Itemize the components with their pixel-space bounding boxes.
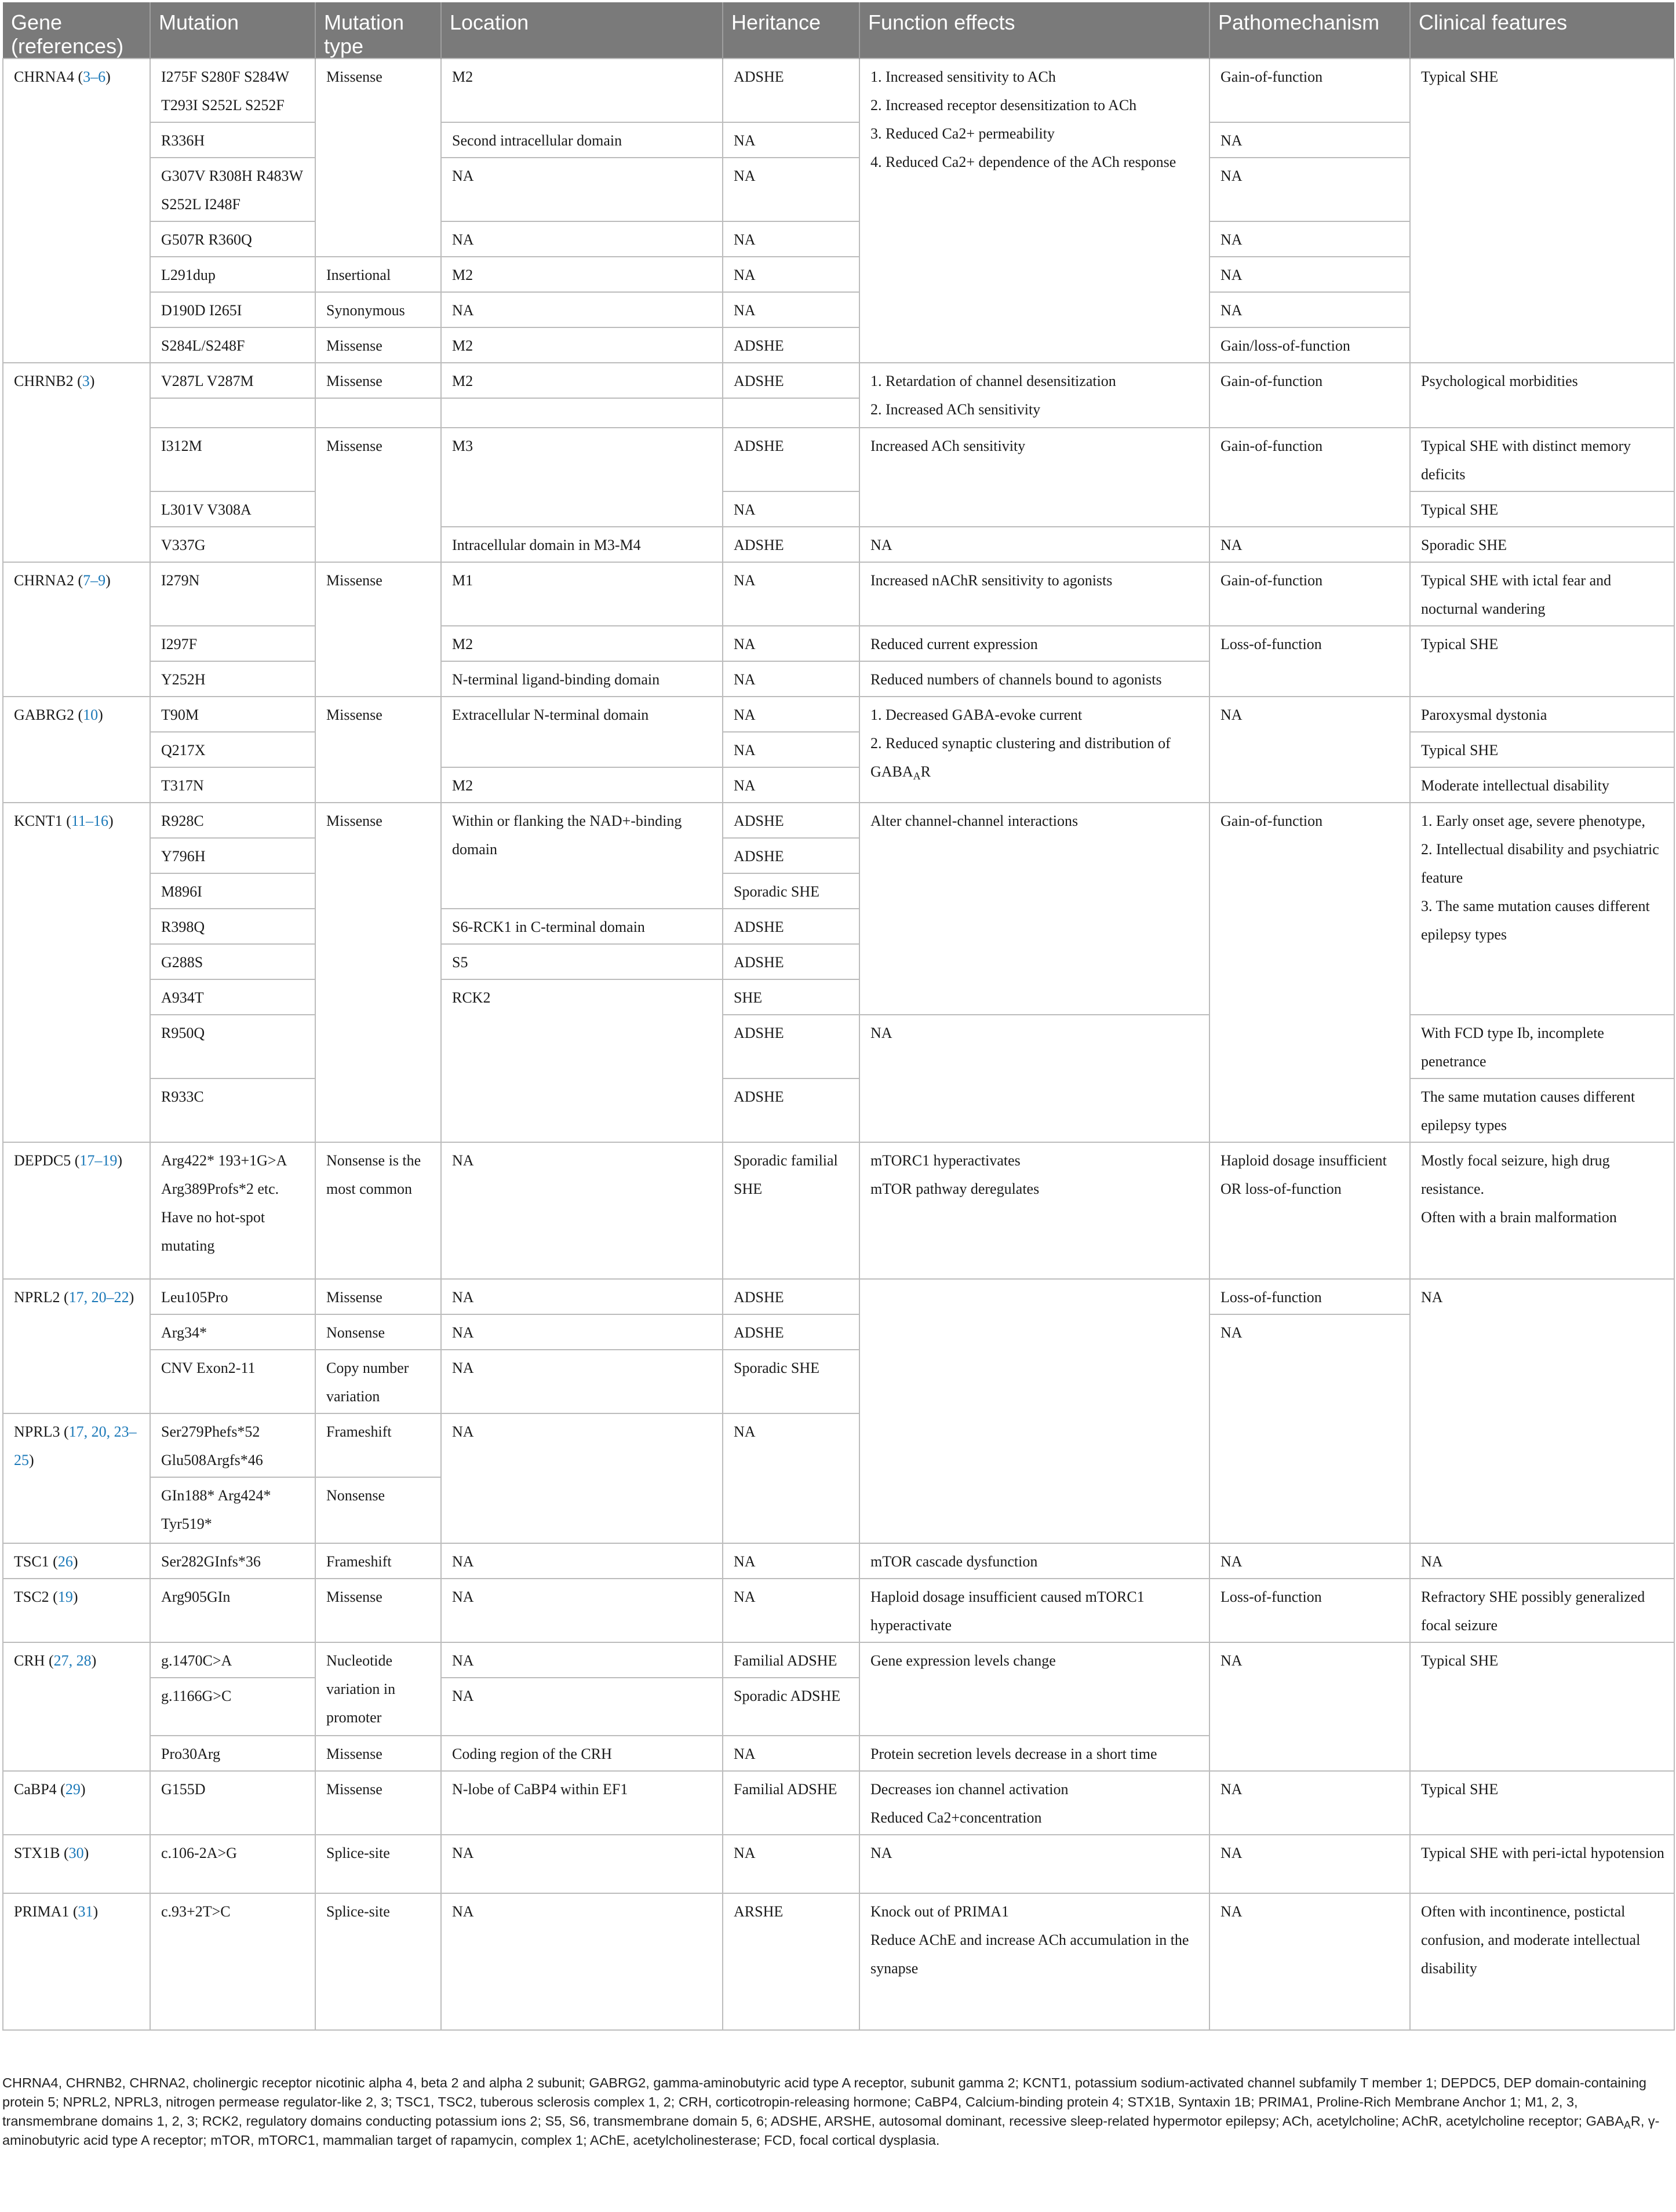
table-cell: c.106-2A>G [150,1835,315,1893]
table-cell: D190D I265I [150,292,315,327]
table-cell [315,398,441,428]
table-cell: GABRG2 (10) [3,697,150,803]
table-cell: M2 [441,327,723,363]
table-cell: CaBP4 (29) [3,1771,150,1835]
table-cell: Missense [315,327,441,363]
table-cell: T90M [150,697,315,732]
table-cell: Sporadic SHE [723,1350,859,1413]
table-row [3,1142,1674,1279]
gene-mutation-table [2,2,1675,2031]
table-cell: ADSHE [723,327,859,363]
table-cell: Increased nAChR sensitivity to agonists [859,562,1209,626]
table-cell: mTOR cascade dysfunction [859,1543,1209,1579]
table-cell: Y796H [150,838,315,873]
table-cell: Coding region of the CRH [441,1736,723,1771]
table-cell: Missense [315,1279,441,1314]
table-cell: Gene expression levels change [859,1642,1209,1736]
table-cell: Refractory SHE possibly generalized focal seizure [1410,1579,1674,1642]
table-cell: Arg905GIn [150,1579,315,1642]
table-cell: Sporadic SHE [1410,527,1674,562]
table-cell: Copy number variation [315,1350,441,1413]
table-cell [723,398,859,428]
table-cell: ADSHE [723,1314,859,1350]
table-cell: DEPDC5 (17–19) [3,1142,150,1279]
table-cell: M2 [441,59,723,122]
table-cell: NA [1209,158,1410,221]
table-cell: Arg34* [150,1314,315,1350]
table-row [3,697,1674,732]
table-cell: V337G [150,527,315,562]
table-cell: T317N [150,767,315,803]
table-row [3,767,1674,803]
table-cell: R950Q [150,1015,315,1078]
table-row [3,1642,1674,1678]
table-cell: Haploid dosage insufficient OR loss-of-function [1209,1142,1410,1279]
table-cell: Moderate intellectual disability [1410,767,1674,803]
table-cell: NA [859,527,1209,562]
table-cell: NPRL3 (17, 20, 23–25) [3,1413,150,1543]
table-cell: SHE [723,979,859,1015]
table-cell: Frameshift [315,1413,441,1477]
table-row [3,803,1674,838]
table-cell: Missense [315,1771,441,1835]
table-cell: Familial ADSHE [723,1771,859,1835]
table-row [3,1771,1674,1835]
table-row [3,428,1674,491]
table-cell: NA [1209,292,1410,327]
table-cell: STX1B (30) [3,1835,150,1893]
table-cell: NA [441,1543,723,1579]
table-row [3,1279,1674,1314]
table-row [3,1078,1674,1142]
table-cell: G288S [150,944,315,979]
table-cell: Nonsense is the most common [315,1142,441,1279]
table-cell: NA [859,1015,1209,1142]
table-cell: N-lobe of CaBP4 within EF1 [441,1771,723,1835]
table-cell: Loss-of-function [1209,1579,1410,1642]
table-cell: NPRL2 (17, 20–22) [3,1279,150,1413]
table-cell: NA [1209,122,1410,158]
table-cell: Missense [315,803,441,1142]
table-cell: NA [723,562,859,626]
table-cell: M3 [441,428,723,527]
table-row [3,626,1674,661]
table-cell: NA [723,767,859,803]
table-cell: NA [441,1579,723,1642]
table-cell: Increased ACh sensitivity [859,428,1209,527]
table-cell: ADSHE [723,803,859,838]
table-cell: Ser279Phefs*52 Glu508Argfs*46 [150,1413,315,1477]
table-cell: Typical SHE with ictal fear and nocturnal wandering [1410,562,1674,626]
table-cell: Nonsense [315,1477,441,1543]
table-cell: Pro30Arg [150,1736,315,1771]
table-cell: Missense [315,697,441,803]
table-cell: Reduced current expression [859,626,1209,661]
table-cell: Missense [315,1579,441,1642]
table-cell: Gain-of-function [1209,363,1410,428]
table-cell: NA [723,257,859,292]
table-cell: NA [441,221,723,257]
table-cell: NA [723,1835,859,1893]
table-cell: Typical SHE [1410,491,1674,527]
table-cell: NA [1209,1642,1410,1771]
table-cell: NA [1209,1893,1410,2030]
table-cell: 1. Decreased GABA-evoke current 2. Reduced synaptic clustering and distribution of $GABA_AR$ [859,697,1209,803]
table-cell: Typical SHE [1410,59,1674,363]
table-cell: Typical SHE [1410,1771,1674,1835]
table-cell: S5 [441,944,723,979]
table-cell: NA [441,292,723,327]
table-cell: NA [1209,1835,1410,1893]
table-cell: Typical SHE [1410,1642,1674,1771]
table-cell: NA [1209,527,1410,562]
table-cell [441,398,723,428]
table-cell: NA [1410,1543,1674,1579]
table-cell: L301V V308A [150,491,315,527]
table-cell: Familial ADSHE [723,1642,859,1678]
table-cell: Knock out of PRIMA1 Reduce AChE and increase ACh accumulation in the synapse [859,1893,1209,2030]
table-cell: Synonymous [315,292,441,327]
header-cell: Pathomechanism [1209,2,1410,59]
table-cell: Loss-of-function [1209,1279,1410,1314]
table-cell: V287L V287M [150,363,315,398]
header-cell: Clinical features [1410,2,1674,59]
table-cell: Gain-of-function [1209,562,1410,626]
table-cell: ADSHE [723,838,859,873]
table-row [3,59,1674,122]
table-cell: g.1470C>A [150,1642,315,1678]
table-cell: Nucleotide variation in promoter [315,1642,441,1736]
table-cell: NA [723,158,859,221]
table-cell: Second intracellular domain [441,122,723,158]
table-cell: CHRNA4 (3–6) [3,59,150,363]
table-cell: ADSHE [723,1015,859,1078]
table-cell: R336H [150,122,315,158]
table-cell: I279N [150,562,315,626]
table-cell: ADSHE [723,909,859,944]
table-cell: Gain/loss-of-function [1209,327,1410,363]
table-cell: NA [1209,697,1410,803]
table-cell: ADSHE [723,527,859,562]
table-cell: NA [723,1543,859,1579]
table-cell: c.93+2T>C [150,1893,315,2030]
table-cell: TSC1 (26) [3,1543,150,1579]
header-cell: Function effects [859,2,1209,59]
table-cell: L291dup [150,257,315,292]
table-cell: Often with incontinence, postictal confusion, and moderate intellectual disability [1410,1893,1674,2030]
table-cell: CRH (27, 28) [3,1642,150,1771]
table-cell: M2 [441,626,723,661]
table-cell: Missense [315,562,441,697]
table-cell: Splice-site [315,1893,441,2030]
header-cell: Heritance [723,2,859,59]
table-cell: Nonsense [315,1314,441,1350]
table-cell: ADSHE [723,944,859,979]
table-cell: Insertional [315,257,441,292]
table-cell: NA [1209,257,1410,292]
table-cell: NA [723,697,859,732]
table-cell: Extracellular N-terminal domain [441,697,723,767]
table-cell: ARSHE [723,1893,859,2030]
table-cell: NA [441,158,723,221]
table-cell: M2 [441,767,723,803]
table-cell: I297F [150,626,315,661]
table-cell: Ser282GInfs*36 [150,1543,315,1579]
table-cell: Decreases ion channel activation Reduced Ca2+concentration [859,1771,1209,1835]
table-cell: 1. Early onset age, severe phenotype, 2. Intellectual disability and psychiatric feature 3. The same mutation causes different epilepsy types [1410,803,1674,1015]
table-cell: Missense [315,1736,441,1771]
table-cell: G155D [150,1771,315,1835]
table-cell: A934T [150,979,315,1015]
table-cell: Alter channel-channel interactions [859,803,1209,1015]
table-cell: ADSHE [723,1279,859,1314]
table-cell: Missense [315,59,441,257]
table-cell: NA [441,1642,723,1678]
table-cell: 1. Increased sensitivity to ACh 2. Increased receptor desensitization to ACh 3. Reduced Ca2+ permeability 4. Reduced Ca2+ dependence of the ACh response [859,59,1209,363]
table-cell: R398Q [150,909,315,944]
table-cell: Gain-of-function [1209,428,1410,527]
table-cell: Leu105Pro [150,1279,315,1314]
table-cell: PRIMA1 (31) [3,1893,150,2030]
table-cell: Sporadic familial SHE [723,1142,859,1279]
table-cell: M2 [441,257,723,292]
table-cell: CNV Exon2-11 [150,1350,315,1413]
table-cell: NA [723,732,859,767]
table-cell: Intracellular domain in M3-M4 [441,527,723,562]
table-cell: With FCD type Ib, incomplete penetrance [1410,1015,1674,1078]
table-cell: M2 [441,363,723,398]
table-cell: NA [1410,1279,1674,1543]
table-cell: Typical SHE [1410,626,1674,697]
table-row [3,732,1674,767]
table-cell: Q217X [150,732,315,767]
table-cell: Mostly focal seizure, high drug resistance. Often with a brain malformation [1410,1142,1674,1279]
table-cell: The same mutation causes different epilepsy types [1410,1078,1674,1142]
table-row [3,1893,1674,2030]
table-cell: RCK2 [441,979,723,1142]
table-cell [859,1279,1209,1543]
header-cell: Gene (references) [3,2,150,59]
table-cell: G507R R360Q [150,221,315,257]
table-cell: Arg422* 193+1G>A Arg389Profs*2 etc. Have no hot-spot mutating [150,1142,315,1279]
table-cell: S284L/S248F [150,327,315,363]
table-cell: NA [441,1350,723,1413]
table-cell: ADSHE [723,59,859,122]
table-cell: ADSHE [723,428,859,491]
table-row [3,527,1674,562]
table-cell: NA [441,1142,723,1279]
table-cell: NA [723,221,859,257]
table-cell: NA [723,491,859,527]
table-cell: NA [723,292,859,327]
table-cell: NA [723,661,859,697]
header-cell: Mutation type [315,2,441,59]
table-cell: NA [723,626,859,661]
table-cell: I275F S280F S284W T293I S252L S252F [150,59,315,122]
table-cell: NA [441,1835,723,1893]
table-cell: Sporadic SHE [723,873,859,909]
table-row [3,1579,1674,1642]
table-cell: Y252H [150,661,315,697]
table-cell: Paroxysmal dystonia [1410,697,1674,732]
table-row [3,363,1674,398]
table-cell: NA [441,1314,723,1350]
table-cell: N-terminal ligand-binding domain [441,661,723,697]
table-cell: NA [723,1579,859,1642]
table-cell: TSC2 (19) [3,1579,150,1642]
table-cell: Typical SHE [1410,732,1674,767]
table-footnote: CHRNA4, CHRNB2, CHRNA2, cholinergic receptor nicotinic alpha 4, beta 2 and alpha 2 subunit; GABRG2, gamma-aminobutyric acid type A receptor, subunit gamma 2; KCNT1, potassium sodium-activated channel subfamily T member 1; DEPDC5, DEP domain-containing protein 5; NPRL2, NPRL3, nitrogen permease regulator-like 2, 3; TSC1, TSC2, tuberous sclerosis complex 1, 2; CRH, corticotropin-releasing hormone; CaBP4, Calcium-binding protein 4; STX1B, Syntaxin 1B; PRIMA1, Proline-Rich Membrane Anchor 1; M1, 2, 3, transmembrane domains 1, 2, 3; RCK2, regulatory domains conducting potassium ions 2; S5, S6, transmembrane domain 5, 6; ADSHE, ARSHE, autosomal dominant, recessive sleep-related hypermotor epilepsy; ACh, acetylcholine; AChR, acetylcholine receptor; $GABA_AR$, γ-aminobutyric acid type A receptor; mTOR, mTORC1, mammalian target of rapamycin, complex 1; AChE, acetylcholinesterase; FCD, focal cortical dysplasia. [2,2075,1660,2148]
table-cell: I312M [150,428,315,491]
table-cell: NA [441,1279,723,1314]
table-cell: Missense [315,428,441,562]
table-cell: M896I [150,873,315,909]
table-cell: NA [441,1413,723,1543]
table-cell: CHRNA2 (7–9) [3,562,150,697]
table-cell: NA [723,1736,859,1771]
table-row [3,562,1674,626]
table-cell: ADSHE [723,1078,859,1142]
table-cell: GIn188* Arg424* Tyr519* [150,1477,315,1543]
table-cell: NA [1209,221,1410,257]
table-cell: 1. Retardation of channel desensitization 2. Increased ACh sensitivity [859,363,1209,428]
table-cell: NA [723,1413,859,1543]
table-cell: Typical SHE with peri-ictal hypotension [1410,1835,1674,1893]
table-cell: Haploid dosage insufficient caused mTORC1 hyperactivate [859,1579,1209,1642]
table-cell: Reduced numbers of channels bound to agonists [859,661,1209,697]
table-cell: R933C [150,1078,315,1142]
table-header-row [3,2,1674,59]
table-cell: NA [441,1678,723,1736]
table-cell: S6-RCK1 in C-terminal domain [441,909,723,944]
table-cell: Gain-of-function [1209,59,1410,122]
table-cell: NA [723,122,859,158]
table-cell: Psychological morbidities [1410,363,1674,428]
table-cell: ADSHE [723,363,859,398]
table-cell: R928C [150,803,315,838]
table-cell [150,398,315,428]
table-cell: Within or flanking the NAD+-binding domain [441,803,723,909]
table-cell: M1 [441,562,723,626]
table-cell: NA [859,1835,1209,1893]
table-cell: NA [441,1893,723,2030]
table-cell: Missense [315,363,441,398]
table-row [3,491,1674,527]
header-cell: Location [441,2,723,59]
table-cell: NA [1209,1314,1410,1543]
table-cell: g.1166G>C [150,1678,315,1736]
table-row [3,1015,1674,1078]
table-cell: G307V R308H R483W S252L I248F [150,158,315,221]
table-row [3,1543,1674,1579]
table-cell: Protein secretion levels decrease in a short time [859,1736,1209,1771]
table-cell: Frameshift [315,1543,441,1579]
table-cell: NA [1209,1771,1410,1835]
table-cell: mTORC1 hyperactivates mTOR pathway deregulates [859,1142,1209,1279]
table-cell: Splice-site [315,1835,441,1893]
table-cell: Typical SHE with distinct memory deficits [1410,428,1674,491]
table-cell: Gain-of-function [1209,803,1410,1142]
table-cell: Loss-of-function [1209,626,1410,697]
table-cell: CHRNB2 (3) [3,363,150,562]
table-row [3,1835,1674,1893]
table-cell: KCNT1 (11–16) [3,803,150,1142]
table-cell: Sporadic ADSHE [723,1678,859,1736]
table-cell: NA [1209,1543,1410,1579]
header-cell: Mutation [150,2,315,59]
